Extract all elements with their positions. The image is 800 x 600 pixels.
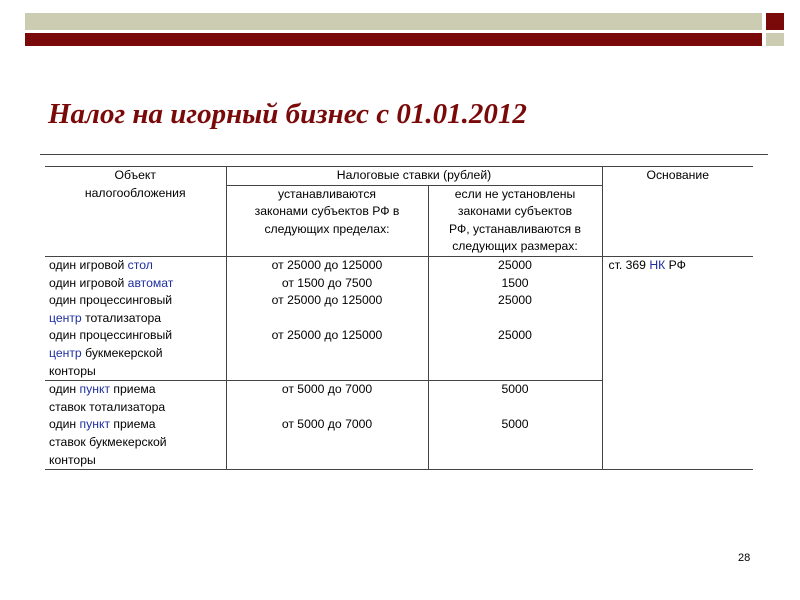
table-header-row [45, 167, 753, 186]
object-cell: один процессинговый центр тотализатора один процессинговый центр букмекерской конторы [45, 292, 226, 380]
header-basis: Основание [602, 167, 753, 257]
table-row [45, 256, 753, 292]
slide-title: Налог на игорный бизнес с 01.01.2012 [48, 98, 527, 130]
object-cell: один игровой стол один игровой автомат [49, 257, 174, 290]
header-square-bottom [766, 33, 784, 46]
header-band-bottom [25, 33, 762, 46]
object-cell: один пункт приема ставок тотализатора один пункт приема ставок букмекерской конторы [45, 381, 226, 470]
range-cell: от 25000 до 125000 от 25000 до 125000 [226, 292, 428, 380]
page-number: 28 [738, 552, 751, 564]
header-regional-limits: устанавливаются законами субъектов РФ в следующих пределах: [226, 185, 428, 256]
header-default-rates: если не установлены законами субъектов РФ, устанавливаются в следующих размерах: [428, 185, 602, 256]
tax-rates-table [45, 166, 753, 470]
header-rates: Налоговые ставки (рублей) [226, 167, 602, 186]
range-cell: от 5000 до 7000 от 5000 до 7000 [226, 381, 428, 470]
amount-cell: 5000 5000 [428, 381, 602, 470]
header-object: Объект налогообложения [45, 167, 226, 257]
header-square-top [766, 13, 784, 30]
amount-cell: 25000 1500 [428, 256, 602, 292]
title-divider [40, 154, 768, 155]
amount-cell: 25000 25000 [428, 292, 602, 380]
basis-cell: ст. 369 НК РФ [602, 256, 753, 469]
range-cell: от 25000 до 125000 от 1500 до 7500 [226, 256, 428, 292]
header-band-top [25, 13, 762, 30]
